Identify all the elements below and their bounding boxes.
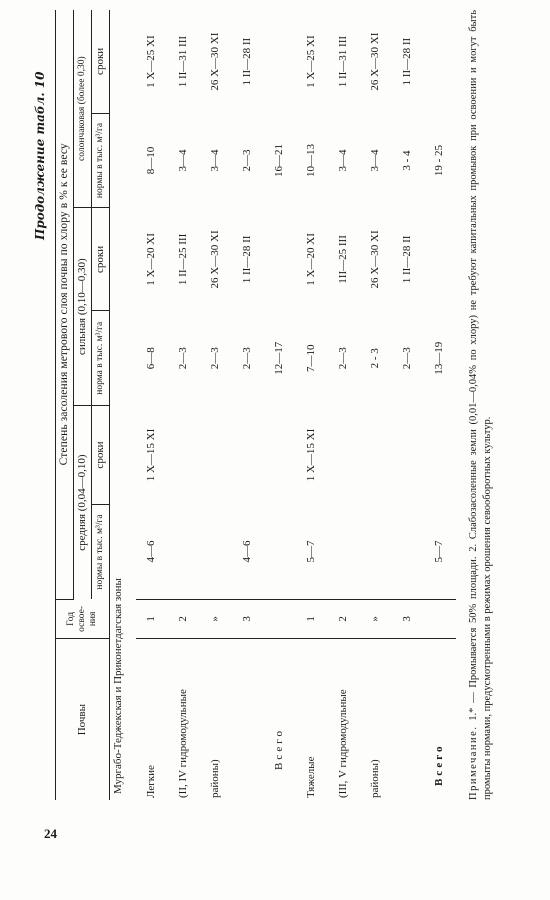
value-cell: 1 X—20 XI [305,233,318,286]
value-cell: 3 - 4 [401,150,414,171]
soil-cell [232,639,264,800]
value-cell [168,406,200,505]
value-cell: 1 II—28 II [241,37,254,86]
value-cell [168,504,200,599]
value-cell [360,406,392,505]
value-cell: 2—3 [209,347,222,370]
header-group-medium: средняя (0,04—0,10) [74,406,92,599]
value-cell: 26 X—30 XI [209,32,222,91]
value-cell [264,406,296,505]
soil-cell: Всего [273,728,286,770]
value-cell [264,504,296,599]
value-cell [328,504,360,599]
table-row-total [264,10,296,800]
header-group-solonchak: солончаковая (более 0,30) [74,10,92,208]
header-norm-2: норма в тыс. м³/га [91,311,109,406]
table-row [328,10,360,800]
value-cell: 10—13 [305,144,318,178]
value-cell: 1 II—31 III [177,35,190,88]
value-cell: 26 X—30 XI [209,230,222,289]
value-cell: 1 II—28 II [401,235,414,284]
year-cell: 2 [328,599,360,639]
table-footnote [467,10,495,800]
value-cell: 13—19 [433,341,446,375]
soil-cell: Тяжелые [305,756,318,798]
value-cell: 5—7 [424,504,456,599]
value-cell: 8—10 [145,146,158,175]
table-row-total [424,10,456,800]
value-cell [424,208,456,311]
soil-cell [392,639,424,800]
soil-cell: Всего [433,743,446,786]
value-cell [200,406,232,505]
value-cell [200,504,232,599]
soil-cell: (II, IV гидромодульные [177,689,190,798]
value-cell: 12—17 [273,341,286,375]
value-cell: 1 X—20 XI [145,233,158,286]
table-row [168,10,200,800]
value-cell: 26 X—30 XI [369,32,382,91]
table-row [392,10,424,800]
header-soils: Почвы [56,639,110,800]
year-cell [424,599,456,639]
header-group-strong: сильная (0,10—0,30) [74,208,92,406]
value-cell: 4—6 [232,504,264,599]
table-row [296,10,328,800]
value-cell: 1II—25 III [337,235,350,284]
value-cell: 2—3 [401,347,414,370]
zone-title: Мургабо-Теджекская и Приконетдагская зоны [111,578,124,794]
year-cell: 3 [232,599,264,639]
value-cell: 3—4 [369,149,382,172]
value-cell: 19 - 25 [433,144,446,177]
footnote-text: 1.* — Промывается 50% площади. 2. Слабозасоленные земли (0,01—0,04% по хлору) не требуют капитальных промывок при освоении и могут быть промыты нормами, предусмотренными в режимах орошения севооборотных культур. [468,10,494,800]
table-row [232,10,264,800]
table-row [136,10,168,800]
year-cell: » [200,599,232,639]
value-cell: 1 II—31 III [337,35,350,88]
soil-cell: районы) [369,759,382,798]
value-cell: 1 X—25 XI [305,35,318,88]
footnote-label: Примечание. [468,725,479,800]
value-cell [360,504,392,599]
year-cell: 2 [168,599,200,639]
value-cell [232,406,264,505]
year-cell: 1 [136,599,168,639]
value-cell [264,208,296,311]
value-cell: 2 - 3 [369,348,382,369]
value-cell [424,10,456,113]
value-cell: 1 II—28 II [401,37,414,86]
value-cell: 26 X—30 XI [369,230,382,289]
value-cell: 6—8 [145,347,158,370]
value-cell [328,406,360,505]
soil-cell: районы) [209,759,222,798]
value-cell [392,504,424,599]
value-cell: 1 II—25 III [177,233,190,286]
value-cell: 3—4 [209,149,222,172]
value-cell: 2—3 [241,347,254,370]
table-row [200,10,232,800]
soil-cell: Легкие [145,765,158,798]
year-cell: » [360,599,392,639]
header-salinity: Степень засоления метрового слоя почвы по хлору в % к ее весу [56,10,74,599]
value-cell: 3—4 [177,149,190,172]
header-year: Год освое-ния [56,599,110,639]
year-cell: 1 [296,599,328,639]
value-cell: 2—3 [241,149,254,172]
value-cell: 7—10 [305,344,318,373]
value-cell: 16—21 [273,144,286,178]
value-cell: 1 X—15 XI [145,428,158,482]
table-continuation-title: Продолжение табл. 10 [33,71,47,240]
value-cell: 1 II—28 II [241,235,254,284]
value-cell: 4—6 [136,504,168,599]
irrigation-norms-table [55,10,456,800]
header-terms-3: сроки [91,10,109,113]
value-cell: 2—3 [337,347,350,370]
year-cell: 3 [392,599,424,639]
table-row [360,10,392,800]
header-terms-2: сроки [91,208,109,311]
page-number: 24 [44,826,57,841]
value-cell: 2—3 [177,347,190,370]
value-cell: 5—7 [296,504,328,599]
header-norm-1: нормы в тыс. м³/га [91,504,109,599]
header-terms-1: сроки [91,406,109,505]
value-cell: 1 X—15 XI [305,428,318,482]
year-cell [264,599,296,639]
rotated-page-content [25,0,525,800]
value-cell [424,406,456,505]
soil-cell: (III, V гидромодульные [337,689,350,798]
header-norm-3: нормы в тыс. м³/га [91,113,109,208]
value-cell: 3—4 [337,149,350,172]
value-cell [264,10,296,113]
value-cell: 1 X—25 XI [145,35,158,88]
value-cell [392,406,424,505]
